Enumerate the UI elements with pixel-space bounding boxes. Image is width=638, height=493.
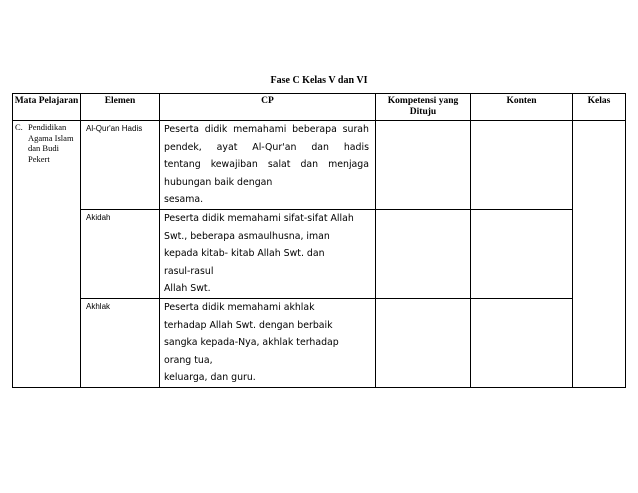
elemen-cell: Akhlak xyxy=(81,298,160,387)
cp-line: Peserta didik memahami beberapa surah xyxy=(164,124,369,135)
header-konten: Konten xyxy=(471,94,573,121)
subject-letter: C. xyxy=(15,122,23,132)
kompetensi-cell xyxy=(376,121,471,210)
header-row xyxy=(13,94,626,121)
header-kompetensi: Kompetensi yang Dituju xyxy=(376,94,471,121)
cp-line: kepada kitab- kitab Allah Swt. dan xyxy=(164,248,325,260)
cp-line: sesama. xyxy=(164,194,204,206)
kompetensi-cell xyxy=(376,210,471,299)
subject-cell xyxy=(13,121,81,388)
cp-cell xyxy=(160,121,376,210)
subject-name: Pendidikan Agama Islam dan Budi Pekert xyxy=(28,122,74,164)
elemen-cell: Al-Qur'an Hadis xyxy=(81,121,160,210)
cp-line: orang tua, xyxy=(164,354,213,366)
cp-line: tentang kewajiban salat dan menjaga xyxy=(164,159,369,171)
header-cp: CP xyxy=(160,94,376,121)
cp-line: hubungan baik dengan xyxy=(164,176,273,188)
cp-line: Swt., beberapa asmaulhusna, iman xyxy=(164,230,330,242)
konten-cell xyxy=(471,210,573,299)
kelas-cell xyxy=(573,121,626,388)
cp-line: Peserta didik memahami sifat-sifat Allah xyxy=(164,213,354,224)
header-mata-pelajaran: Mata Pelajaran xyxy=(13,94,81,121)
cp-line: Allah Swt. xyxy=(164,283,211,295)
table-row xyxy=(13,121,626,210)
cp-line: terhadap Allah Swt. dengan berbaik xyxy=(164,319,333,331)
cp-cell xyxy=(160,298,376,387)
table-row xyxy=(13,210,626,299)
cp-line: rasul-rasul xyxy=(164,265,214,277)
cp-line: keluarga, dan guru. xyxy=(164,372,256,384)
cp-line: pendek, ayat Al-Qur'an dan hadis xyxy=(164,141,369,153)
table-row xyxy=(13,298,626,387)
header-kelas: Kelas xyxy=(573,94,626,121)
konten-cell xyxy=(471,121,573,210)
document-title: Fase C Kelas V dan VI xyxy=(270,75,368,86)
elemen-cell: Akidah xyxy=(81,210,160,299)
header-elemen: Elemen xyxy=(81,94,160,121)
cp-cell xyxy=(160,210,376,299)
cp-line: Peserta didik memahami akhlak xyxy=(164,301,315,313)
cp-table xyxy=(12,93,626,388)
konten-cell xyxy=(471,298,573,387)
cp-line: sangka kepada-Nya, akhlak terhadap xyxy=(164,337,339,349)
kompetensi-cell xyxy=(376,298,471,387)
